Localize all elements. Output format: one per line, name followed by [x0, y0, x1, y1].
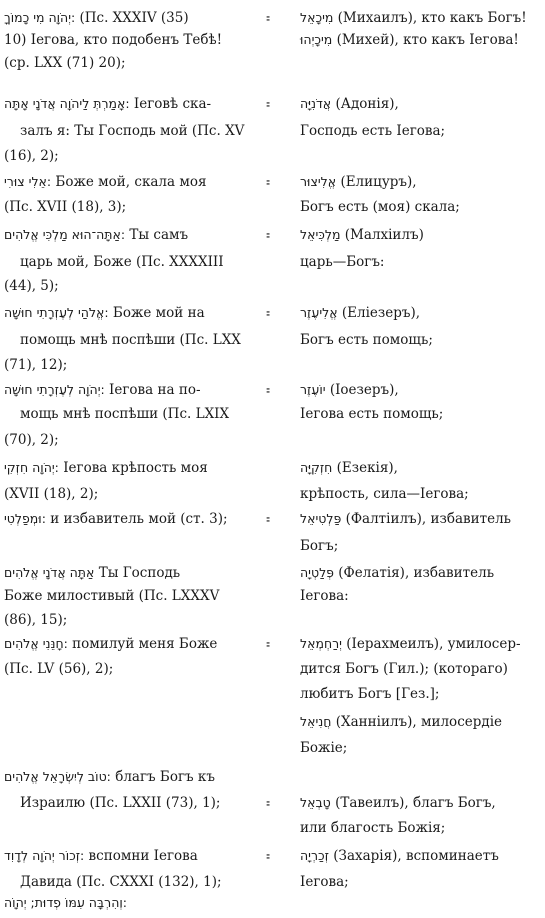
equals-sign: =: [266, 95, 270, 113]
verse-line: [4, 663, 113, 677]
verse-line: [4, 434, 59, 448]
russian-text: Боже мой на: [112, 305, 205, 321]
name-line: [300, 850, 499, 864]
hebrew-text: פְּלַטְיָה: [300, 565, 334, 580]
verse-line: [20, 256, 224, 270]
russian-text: 10) Iегова, кто подобенъ Тебѣ!: [4, 32, 223, 48]
russian-text: (Фелатія), избавитель: [338, 565, 495, 581]
equals-sign: =: [266, 226, 270, 244]
verse-line: [4, 590, 219, 604]
hebrew-text: :חָנֵּנִי אֱלֹהִים: [4, 636, 68, 651]
hebrew-text: :אַתָּה־הוּא מַלְכִּי אֱלֹהִים: [4, 227, 126, 242]
hebrew-text: :יְהֹוָה לְעֶזְרָתִי חוּשָׁה: [4, 382, 105, 397]
russian-text: (Михей), кто какъ Iегова!: [336, 32, 519, 48]
russian-text: (Пс. XVII (18), 3);: [4, 199, 127, 215]
name-line: [300, 334, 433, 348]
russian-text: Израилю (Пс. LXXII (73), 1);: [20, 795, 221, 811]
verse-line: [4, 12, 189, 26]
verse-line: [20, 334, 241, 348]
hebrew-text: אַתָּה אֲדֹנָי אֱלֹהִים: [4, 565, 95, 580]
russian-text: Боже мой, скала моя: [55, 174, 207, 190]
russian-text: мощь мнѣ поспѣши (Пс. LXIX: [20, 406, 230, 422]
verse-line: [4, 850, 198, 864]
russian-text: (86), 15);: [4, 612, 68, 628]
russian-text: Iегова:: [300, 588, 349, 604]
equals-sign: =: [266, 794, 270, 812]
verse-line: [4, 513, 228, 527]
russian-text: и избавитель мой (ст. 3);: [50, 511, 228, 527]
russian-text: Iегова;: [300, 874, 349, 890]
russian-text: Богъ есть помощь;: [300, 332, 433, 348]
verse-line: [4, 359, 67, 373]
hebrew-text: טָבְאֵל: [300, 795, 331, 810]
verse-line: [4, 462, 208, 476]
russian-text: Iегова крѣпость моя: [63, 460, 208, 476]
russian-text: царь—Богъ:: [300, 254, 385, 270]
russian-text: (70), 2);: [4, 432, 59, 448]
hebrew-text: פַּלְטִיאֵל: [300, 511, 342, 526]
russian-text: Iегова на по-: [109, 382, 201, 398]
russian-text: (Iерахмеилъ), умилосер-: [346, 636, 521, 652]
russian-text: Боже милостивый (Пс. LXXXV: [4, 588, 220, 604]
name-line: [300, 384, 399, 398]
russian-text: (Михаилъ), кто какъ Богъ!: [337, 10, 527, 26]
name-line: [300, 176, 417, 190]
name-line: [300, 462, 398, 476]
russian-text: (Фалтіилъ), избавитель: [345, 511, 511, 527]
name-line: [300, 688, 439, 702]
russian-text: (Захарія), вспоминаетъ: [333, 848, 499, 864]
russian-text: помилуй меня Боже: [72, 636, 218, 652]
equals-sign: =: [266, 635, 270, 653]
name-line: [300, 822, 445, 836]
russian-text: (71), 12);: [4, 357, 68, 373]
verse-line: [20, 125, 244, 139]
russian-text: Давида (Пс. CXXXI (132), 1);: [20, 874, 222, 890]
russian-text: крѣпость, сила—Iегова;: [300, 486, 469, 502]
name-line: [300, 488, 469, 502]
hebrew-text: :אֵלִי צוּרִי: [4, 174, 52, 189]
hebrew-text: :וְהִרְבָּה עִמּוֹ פְדוּת; יְהוָֹה: [4, 895, 127, 910]
name-line: [300, 125, 445, 139]
hebrew-text: יְרַחְמְאֵל: [300, 636, 342, 651]
verse-line: [4, 771, 215, 785]
hebrew-text: :אֱלֹהַי לְעֶזְרָתִי חוּשָׁה: [4, 305, 109, 320]
hebrew-text: :זְכוֹר יְהֹוָה לְדָוִד: [4, 848, 85, 863]
russian-text: вспомни Iегова: [88, 848, 198, 864]
russian-text: (Iоезеръ),: [329, 382, 399, 398]
hebrew-text: אֱלִיצוּר: [300, 174, 337, 189]
name-line: [300, 408, 443, 422]
russian-text: царь мой, Боже (Пс. XXXXIII: [20, 254, 224, 270]
name-line: [300, 876, 349, 890]
russian-text: (ср. LXX (71) 20);: [4, 55, 126, 71]
russian-text: (Пс. LV (56), 2);: [4, 661, 114, 677]
name-line: [300, 12, 527, 26]
hebrew-text: חֲנִיאֵל: [300, 714, 332, 729]
equals-sign: =: [266, 510, 270, 528]
verse-line: [4, 638, 217, 652]
russian-text: (Малхіилъ): [344, 227, 424, 243]
verse-line: [4, 229, 188, 243]
russian-text: (Ханніилъ), милосердіе: [335, 714, 502, 730]
name-line: [300, 256, 384, 270]
verse-line: [4, 150, 59, 164]
equals-sign: =: [266, 847, 270, 865]
verse-line: [4, 98, 211, 112]
russian-text: (44), 5);: [4, 278, 59, 294]
name-line: [300, 590, 349, 604]
hebrew-text: מַלְכִּיאֵל: [300, 227, 341, 242]
russian-text: помощь мнѣ поспѣши (Пс. LXX: [20, 332, 241, 348]
russian-text: или благость Божія;: [300, 820, 446, 836]
hebrew-text: :אָמַרְתְּ לַיהֹוָה אֲדֹנָי אָתָּה: [4, 96, 130, 111]
russian-text: (Адонія),: [335, 96, 399, 112]
hebrew-text: :וּמְפַלְטִי: [4, 511, 46, 526]
hebrew-text: אֱלִיעֶזֶר: [300, 305, 338, 320]
verse-line: [4, 614, 67, 628]
verse-line: [20, 876, 222, 890]
hebrew-text: אֲדֹנִיָּה: [300, 96, 332, 111]
equals-sign: =: [266, 9, 270, 27]
name-line: [300, 307, 420, 321]
equals-sign: =: [266, 173, 270, 191]
russian-text: Iеговѣ ска-: [133, 96, 212, 112]
russian-text: благъ Богъ къ: [115, 769, 215, 785]
russian-text: любитъ Богъ [Гез.];: [300, 686, 440, 702]
russian-text: Господь есть Iегова;: [300, 123, 446, 139]
name-line: [300, 201, 460, 215]
name-line: [300, 638, 521, 652]
verse-line: [4, 34, 222, 48]
russian-text: (16), 2);: [4, 148, 59, 164]
hebrew-text: חִזְקִיָּה: [300, 460, 333, 475]
hebrew-text: :טוֹב לְיִשְׂרָאֵל אֱלֹהִים: [4, 769, 111, 784]
verse-line: [4, 307, 205, 321]
russian-text: (Пс. XXXIV (35): [79, 10, 189, 26]
russian-text: Ты Господь: [98, 565, 181, 581]
name-line: [300, 797, 496, 811]
russian-text: Богъ;: [300, 538, 339, 554]
verse-line: [20, 797, 220, 811]
name-line: [300, 229, 424, 243]
name-line: [300, 716, 502, 730]
russian-text: (Езекія),: [336, 460, 398, 476]
russian-text: залъ я: Ты Господь мой (Пс. XV: [20, 123, 245, 139]
russian-text: дится Богъ (Гил.); (котораго): [300, 661, 508, 677]
russian-text: (XVII (18), 2);: [4, 486, 99, 502]
russian-text: Богъ есть (моя) скала;: [300, 199, 460, 215]
verse-line: [4, 57, 126, 71]
name-line: [300, 540, 338, 554]
verse-line: [20, 408, 229, 422]
verse-line: [4, 384, 201, 398]
verse-line: [4, 201, 126, 215]
hebrew-text: :יְהֹוָה מִי כָמוֹךָ: [4, 10, 76, 25]
verse-line: [4, 488, 98, 502]
russian-text: (Елицуръ),: [340, 174, 417, 190]
name-line: [300, 742, 347, 756]
name-line: [300, 98, 399, 112]
hebrew-text: יוֹעֶזֶר: [300, 382, 326, 397]
name-line: [300, 513, 511, 527]
hebrew-text: מִיכָאֵל: [300, 10, 334, 25]
verse-line: [4, 567, 180, 581]
hebrew-text: זְכַרְיָה: [300, 848, 329, 863]
hebrew-text: :יְהֹוָה חִזְקִי: [4, 460, 59, 475]
russian-text: Iегова есть помощь;: [300, 406, 444, 422]
verse-line: [4, 176, 207, 190]
russian-text: Божіе;: [300, 740, 348, 756]
name-line: [300, 663, 508, 677]
russian-text: Ты самъ: [129, 227, 189, 243]
equals-sign: =: [266, 304, 270, 322]
name-line: [300, 567, 494, 581]
russian-text: (Eліезеръ),: [341, 305, 421, 321]
name-line: [300, 34, 519, 48]
russian-text: (Тавеилъ), благъ Богъ,: [335, 795, 496, 811]
hebrew-text: מִיכָיְהוּ: [300, 32, 333, 47]
verse-line: [4, 897, 127, 911]
verse-line: [4, 280, 59, 294]
equals-sign: =: [266, 381, 270, 399]
